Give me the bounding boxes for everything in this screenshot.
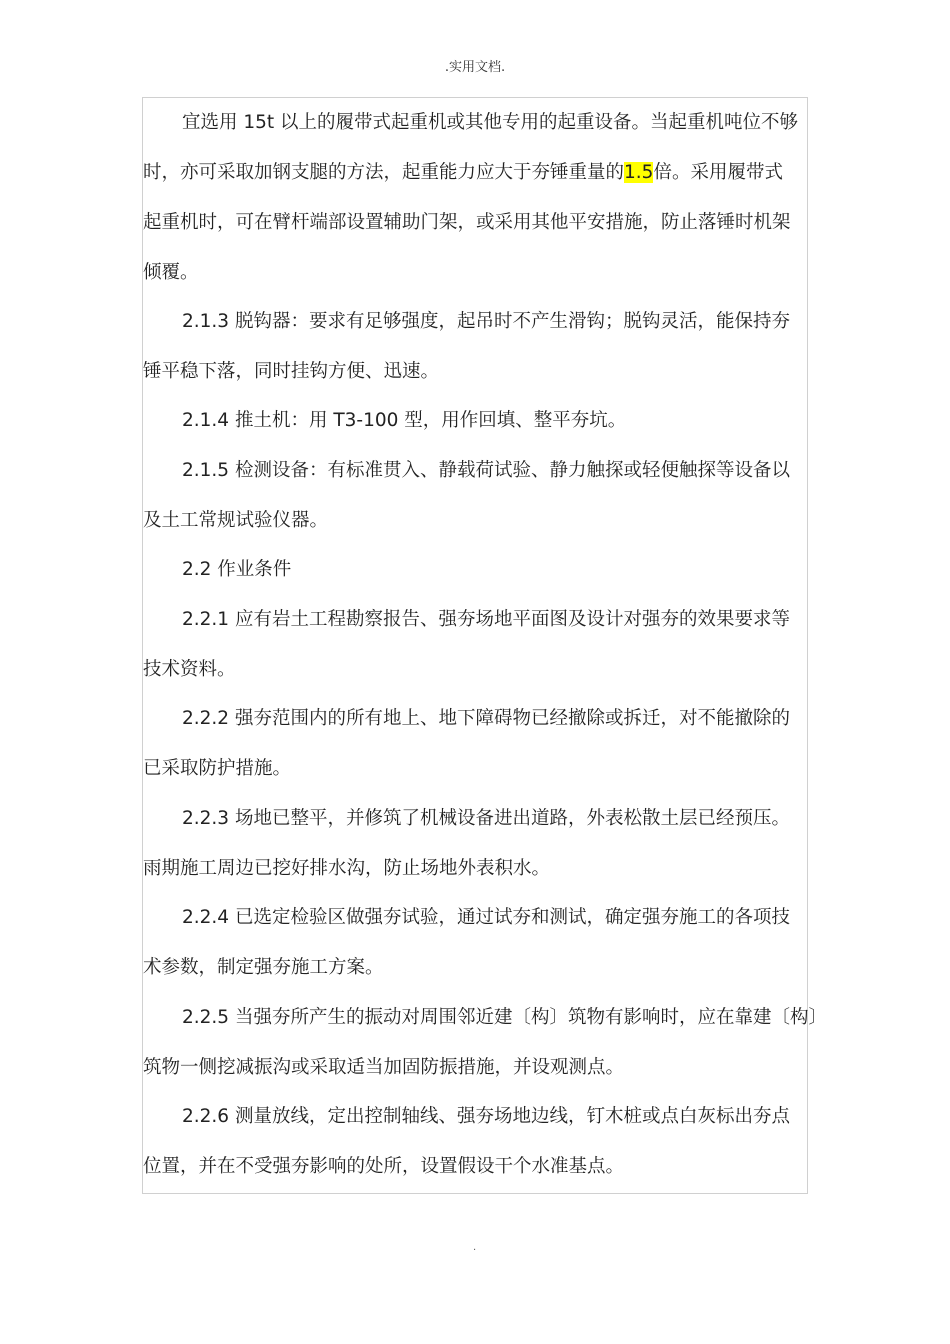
page-header: .实用文档.: [444, 60, 506, 75]
paragraph-line: 已采取防护措施。: [143, 758, 292, 779]
paragraph-line: 及土工常规试验仪器。: [143, 510, 329, 531]
paragraph-line: 2.1.3 脱钩器：要求有足够强度，起吊时不产生滑钩；脱钩灵活，能保持夯: [182, 311, 790, 332]
section-heading: 2.2 作业条件: [182, 559, 292, 580]
paragraph-line: 锤平稳下落，同时挂钩方便、迅速。: [143, 361, 440, 382]
paragraph-line: 起重机时，可在臂杆端部设置辅助门架，或采用其他平安措施，防止落锤时机架: [143, 212, 791, 233]
paragraph-line: [143, 148, 813, 198]
paragraph-line: 雨期施工周边已挖好排水沟，防止场地外表积水。: [143, 858, 551, 879]
paragraph-line: 术参数，制定强夯施工方案。: [143, 957, 384, 978]
page-footer: .: [473, 1242, 477, 1253]
paragraph-line: 宜选用 15t 以上的履带式起重机或其他专用的起重设备。当起重机吨位不够: [182, 112, 799, 133]
paragraph-line: 倾覆。: [143, 262, 199, 283]
paragraph-line: 技术资料。: [143, 659, 236, 680]
paragraph-line: 2.2.6 测量放线，定出控制轴线、强夯场地边线，钉木桩或点白灰标出夯点: [182, 1106, 790, 1127]
document-body: [142, 97, 827, 1194]
text-run: 倍。采用履带式: [653, 162, 783, 183]
paragraph-line: 2.2.5 当强夯所产生的振动对周围邻近建〔构〕筑物有影响时，应在靠建〔构〕: [182, 1007, 827, 1028]
paragraph-line: 2.2.4 已选定检验区做强夯试验，通过试夯和测试，确定强夯施工的各项技: [182, 907, 790, 928]
paragraph-line: 2.2.3 场地已整平，并修筑了机械设备进出道路，外表松散土层已经预压。: [182, 808, 790, 829]
paragraph-line: 2.1.4 推土机：用 T3-100 型，用作回填、整平夯坑。: [182, 410, 627, 431]
paragraph-line: 2.2.2 强夯范围内的所有地上、地下障碍物已经撤除或拆迁，对不能撤除的: [182, 708, 790, 729]
paragraph-line: 2.1.5 检测设备：有标准贯入、静载荷试验、静力触探或轻便触探等设备以: [182, 460, 790, 481]
paragraph-line: 2.2.1 应有岩土工程勘察报告、强夯场地平面图及设计对强夯的效果要求等: [182, 609, 790, 630]
paragraph-line: 筑物一侧挖减振沟或采取适当加固防振措施，并设观测点。: [143, 1057, 625, 1078]
text-run: 时，亦可采取加钢支腿的方法，起重能力应大于夯锤重量的: [143, 162, 625, 183]
highlighted-text: 1.5: [624, 162, 654, 183]
paragraph-line: 位置，并在不受强夯影响的处所，设置假设干个水准基点。: [143, 1156, 625, 1177]
